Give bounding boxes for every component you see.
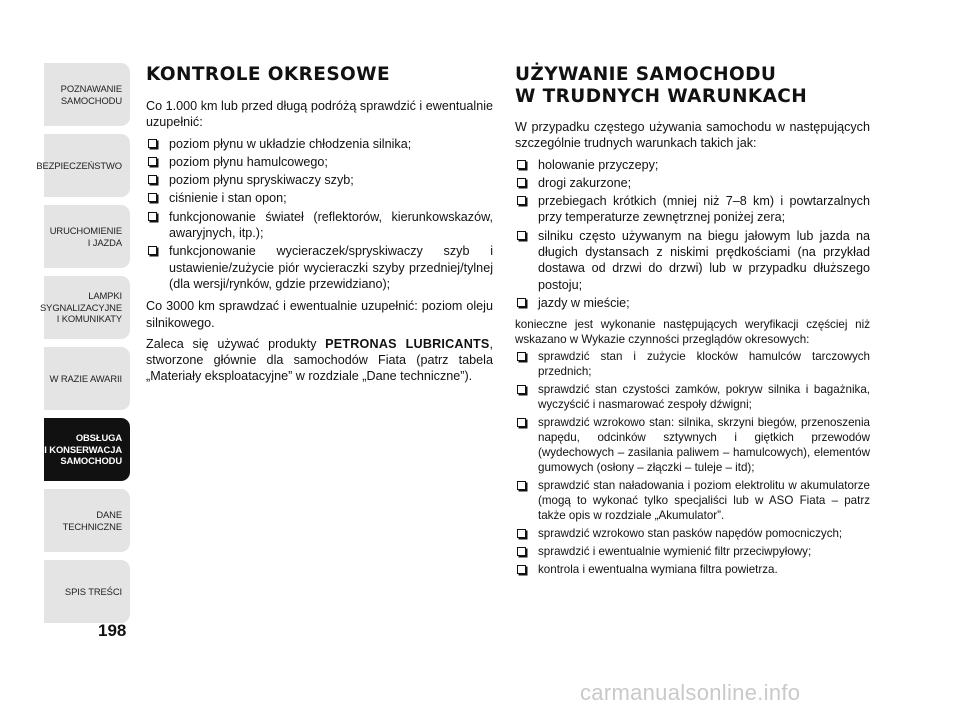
section-title: KONTROLE OKRESOWE (146, 64, 391, 85)
checkbox-bullet-icon (517, 196, 526, 205)
tab-label: SPIS TREŚCI (64, 585, 122, 597)
list-item: sprawdzić stan naładowania i poziom elektrolitu w akumulatorze (mogą to wykonać tylko specjaliści lub w ASO Fiata – patrz także opis w rozdziale „Akumulator”. (515, 478, 870, 523)
checkbox-bullet-icon (148, 246, 157, 255)
list-item: poziom płynu w układzie chłodzenia silnika; (146, 136, 493, 152)
list-item: silniku często używanym na biegu jałowym lub jazda na długich dystansach z niskimi prędkościami (na przykład dostawa od drzwi do drzwi) lub w przypadku dłuższego postoju; (515, 228, 870, 293)
list-item: kontrola i ewentualna wymiana filtra powietrza. (515, 562, 870, 577)
checkbox-bullet-icon (148, 175, 157, 184)
watermark: carmanualsonline.info (580, 680, 801, 705)
difficult-conditions-section (515, 64, 870, 583)
brand-name: PETRONAS LUBRICANTS (325, 336, 490, 351)
tab-bezpieczenstwo[interactable] (36, 134, 130, 197)
list-item: funkcjonowanie świateł (reflektorów, kierunkowskazów, awaryjnych, itp.); (146, 209, 493, 242)
page-number: 198 (98, 621, 127, 640)
section-title: UŻYWANIE SAMOCHODU W TRUDNYCH WARUNKACH (515, 64, 808, 107)
list-item: poziom płynu hamulcowego; (146, 154, 493, 170)
tab-spis-tresci[interactable] (44, 560, 130, 623)
list-item: sprawdzić stan czystości zamków, pokryw silnika i bagażnika, wyczyścić i nasmarować zespoły dźwigni; (515, 382, 870, 412)
periodic-checks-section (146, 64, 493, 390)
conditions-list (515, 157, 870, 312)
checkbox-bullet-icon (148, 157, 157, 166)
checkbox-bullet-icon (148, 212, 157, 221)
checkbox-bullet-icon (148, 139, 157, 148)
tab-label: POZNAWANIE SAMOCHODU (60, 83, 122, 106)
intro-paragraph: W przypadku częstego używania samochodu w następujących szczególnie trudnych warunkach takich jak: (515, 120, 870, 151)
list-item: sprawdzić i ewentualnie wymienić filtr przeciwpyłowy; (515, 544, 870, 559)
oil-check-paragraph: Co 3000 km sprawdzać i ewentualnie uzupełnić: poziom oleju silnikowego. (146, 299, 493, 330)
list-item: holowanie przyczepy; (515, 157, 870, 173)
tab-uruchomienie-i-jazda[interactable] (44, 205, 130, 268)
list-item: sprawdzić stan i zużycie klocków hamulców tarczowych przednich; (515, 349, 870, 379)
checkbox-bullet-icon (517, 178, 526, 187)
tab-label: OBSŁUGA I KONSERWACJA SAMOCHODU (44, 432, 122, 467)
tab-label: BEZPIECZEŃSTWO (36, 159, 122, 171)
list-item: sprawdzić wzrokowo stan: silnika, skrzyni biegów, przenoszenia napędu, odcinków sztywnych i giętkich przewodów (wydechowych – zasilania paliwem – hamulcowych), elementów gumowych (osłony – złączki – tuleje – itd); (515, 415, 870, 475)
list-item: funkcjonowanie wycieraczek/spryskiwaczy szyb i ustawienie/zużycie piór wycieraczki szyby przedniej/tylnej (dla wersji/rynków, gdzie przewidziano); (146, 243, 493, 292)
checkbox-bullet-icon (148, 193, 157, 202)
tab-label: URUCHOMIENIE I JAZDA (49, 225, 122, 248)
tab-w-razie-awarii[interactable] (44, 347, 130, 410)
list-item: jazdy w mieście; (515, 295, 870, 311)
frequency-paragraph: konieczne jest wykonanie następujących weryfikacji częściej niż wskazano w Wykazie czynności przeglądów okresowych: (515, 318, 870, 347)
verification-list (515, 349, 870, 577)
recommendation-paragraph: Zaleca się używać produkty PETRONAS LUBRICANTS, stworzone głównie dla samochodów Fiata (patrz tabela „Materiały eksploatacyjne” w rozdziale „Dane techniczne”). (146, 336, 493, 384)
tab-label: LAMPKI SYGNALIZACYJNE I KOMUNIKATY (40, 290, 122, 325)
list-item: sprawdzić wzrokowo stan pasków napędów pomocniczych; (515, 526, 870, 541)
checkbox-bullet-icon (517, 352, 526, 361)
checkbox-bullet-icon (517, 481, 526, 490)
list-item: ciśnienie i stan opon; (146, 190, 493, 206)
list-item: drogi zakurzone; (515, 175, 870, 191)
intro-paragraph: Co 1.000 km lub przed długą podróżą sprawdzić i ewentualnie uzupełnić: (146, 99, 493, 130)
check-list (146, 136, 493, 293)
checkbox-bullet-icon (517, 160, 526, 169)
checkbox-bullet-icon (517, 298, 526, 307)
tab-lampki-sygnalizacyjne[interactable] (40, 276, 130, 339)
tab-label: W RAZIE AWARII (49, 372, 122, 384)
tab-label: DANE TECHNICZNE (62, 509, 122, 532)
tab-dane-techniczne[interactable] (44, 489, 130, 552)
tab-obsluga-i-konserwacja[interactable] (44, 418, 130, 481)
list-item: przebiegach krótkich (mniej niż 7–8 km) i powtarzalnych przy temperaturze zewnętrznej poniżej zera; (515, 193, 870, 226)
tab-poznawanie-samochodu[interactable] (44, 63, 130, 126)
checkbox-bullet-icon (517, 565, 526, 574)
checkbox-bullet-icon (517, 529, 526, 538)
checkbox-bullet-icon (517, 385, 526, 394)
checkbox-bullet-icon (517, 418, 526, 427)
checkbox-bullet-icon (517, 231, 526, 240)
checkbox-bullet-icon (517, 547, 526, 556)
chapter-tabs (36, 63, 134, 631)
list-item: poziom płynu spryskiwaczy szyb; (146, 172, 493, 188)
